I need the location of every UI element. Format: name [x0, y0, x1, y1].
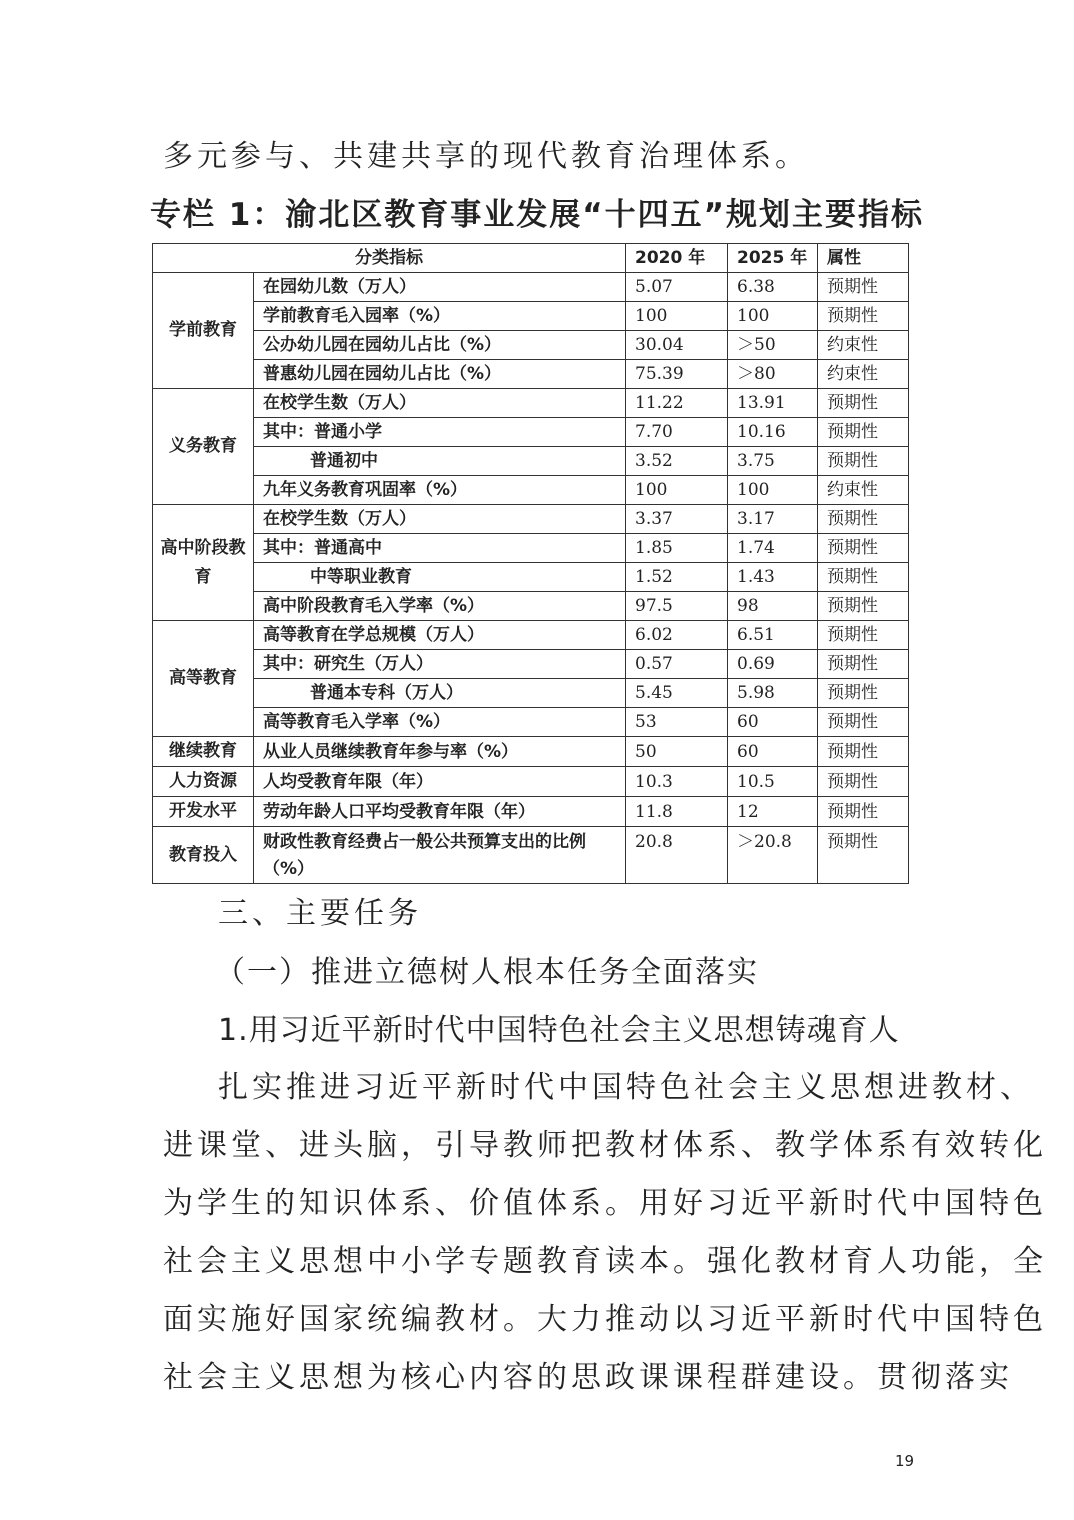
attribute-cell: 预期性 [818, 563, 909, 592]
value-2025-cell: ＞50 [728, 331, 818, 360]
table-row [153, 621, 909, 650]
body-line: 面实施好国家统编教材。大力推动以习近平新时代中国特色 [163, 1302, 1047, 1337]
attribute-cell: 预期性 [818, 827, 909, 884]
indicator-cell: 高等教育毛入学率（%） [254, 708, 626, 737]
attribute-cell: 预期性 [818, 273, 909, 302]
value-2025-cell: 3.75 [728, 447, 818, 476]
table-row [153, 447, 909, 476]
value-2025-cell: ＞80 [728, 360, 818, 389]
indicator-cell: 其中：普通小学 [254, 418, 626, 447]
value-2025-cell: 100 [728, 302, 818, 331]
table-row [153, 302, 909, 331]
value-2020-cell: 6.02 [626, 621, 728, 650]
body-line: 进课堂、进头脑，引导教师把教材体系、教学体系有效转化 [163, 1128, 1047, 1163]
value-2025-cell: 60 [728, 708, 818, 737]
attribute-cell: 约束性 [818, 331, 909, 360]
indicator-cell: 公办幼儿园在园幼儿占比（%） [254, 331, 626, 360]
indicator-cell: 财政性教育经费占一般公共预算支出的比例（%） [254, 827, 626, 884]
attribute-cell: 预期性 [818, 592, 909, 621]
attribute-cell: 预期性 [818, 650, 909, 679]
value-2020-cell: 3.37 [626, 505, 728, 534]
indicator-cell: 从业人员继续教育年参与率（%） [254, 737, 626, 767]
table-row [153, 708, 909, 737]
indicator-cell: 学前教育毛入园率（%） [254, 302, 626, 331]
attribute-cell: 预期性 [818, 737, 909, 767]
attribute-cell: 预期性 [818, 797, 909, 827]
category-cell-line2: 开发水平 [153, 797, 254, 827]
value-2020-cell: 3.52 [626, 447, 728, 476]
table-header-row [153, 244, 909, 273]
value-2020-cell: 1.85 [626, 534, 728, 563]
indicator-cell: 在园幼儿数（万人） [254, 273, 626, 302]
value-2020-cell: 97.5 [626, 592, 728, 621]
heading-subsection-1: 1.用习近平新时代中国特色社会主义思想铸魂育人 [218, 1013, 900, 1048]
category-cell: 高等教育 [153, 621, 254, 737]
attribute-cell: 约束性 [818, 360, 909, 389]
table-row [153, 360, 909, 389]
header-2025: 2025 年 [728, 244, 818, 273]
table-row [153, 331, 909, 360]
table-row [153, 767, 909, 797]
attribute-cell: 预期性 [818, 708, 909, 737]
indicator-cell: 其中：普通高中 [254, 534, 626, 563]
indicator-cell: 普通本专科（万人） [254, 679, 626, 708]
indicator-cell: 在校学生数（万人） [254, 389, 626, 418]
table-row [153, 737, 909, 767]
value-2020-cell: 0.57 [626, 650, 728, 679]
value-2025-cell: 10.16 [728, 418, 818, 447]
page-number: 19 [895, 1452, 915, 1470]
body-line: 社会主义思想中小学专题教育读本。强化教材育人功能，全 [163, 1244, 1047, 1279]
header-category: 分类指标 [153, 244, 626, 273]
value-2020-cell: 100 [626, 302, 728, 331]
value-2020-cell: 50 [626, 737, 728, 767]
value-2025-cell: 6.38 [728, 273, 818, 302]
value-2020-cell: 1.52 [626, 563, 728, 592]
body-line: 为学生的知识体系、价值体系。用好习近平新时代中国特色 [163, 1186, 1047, 1221]
indicator-cell: 普惠幼儿园在园幼儿占比（%） [254, 360, 626, 389]
intro-line: 多元参与、共建共享的现代教育治理体系。 [163, 139, 809, 174]
value-2020-cell: 11.22 [626, 389, 728, 418]
value-2020-cell: 7.70 [626, 418, 728, 447]
attribute-cell: 预期性 [818, 302, 909, 331]
indicator-cell: 劳动年龄人口平均受教育年限（年） [254, 797, 626, 827]
table-row [153, 476, 909, 505]
attribute-cell: 预期性 [818, 767, 909, 797]
category-cell: 学前教育 [153, 273, 254, 389]
value-2020-cell: 30.04 [626, 331, 728, 360]
header-attribute: 属性 [818, 244, 909, 273]
indicator-cell: 中等职业教育 [254, 563, 626, 592]
table-row [153, 534, 909, 563]
value-2020-cell: 11.8 [626, 797, 728, 827]
attribute-cell: 预期性 [818, 505, 909, 534]
value-2025-cell: 1.74 [728, 534, 818, 563]
attribute-cell: 预期性 [818, 389, 909, 418]
body-line: 社会主义思想为核心内容的思政课课程群建设。贯彻落实 [163, 1360, 1013, 1395]
indicator-cell: 九年义务教育巩固率（%） [254, 476, 626, 505]
value-2020-cell: 10.3 [626, 767, 728, 797]
value-2025-cell: 10.5 [728, 767, 818, 797]
header-2020: 2020 年 [626, 244, 728, 273]
indicator-cell: 其中：研究生（万人） [254, 650, 626, 679]
value-2025-cell: 6.51 [728, 621, 818, 650]
attribute-cell: 预期性 [818, 534, 909, 563]
value-2025-cell: 0.69 [728, 650, 818, 679]
heading-section-1: （一）推进立德树人根本任务全面落实 [215, 955, 759, 990]
heading-main-tasks: 三、主要任务 [218, 896, 422, 931]
value-2025-cell: 3.17 [728, 505, 818, 534]
indicator-cell: 人均受教育年限（年） [254, 767, 626, 797]
table-row [153, 679, 909, 708]
table-row [153, 505, 909, 534]
category-cell-line1: 人力资源 [153, 767, 254, 797]
value-2020-cell: 75.39 [626, 360, 728, 389]
indicator-cell: 在校学生数（万人） [254, 505, 626, 534]
value-2025-cell: 5.98 [728, 679, 818, 708]
category-cell: 义务教育 [153, 389, 254, 505]
table-row [153, 797, 909, 827]
value-2025-cell: 100 [728, 476, 818, 505]
table-row [153, 592, 909, 621]
table-row [153, 563, 909, 592]
category-cell: 继续教育 [153, 737, 254, 767]
attribute-cell: 约束性 [818, 476, 909, 505]
table-row [153, 418, 909, 447]
value-2025-cell: ＞20.8 [728, 827, 818, 884]
value-2025-cell: 60 [728, 737, 818, 767]
value-2025-cell: 12 [728, 797, 818, 827]
value-2020-cell: 5.45 [626, 679, 728, 708]
value-2020-cell: 100 [626, 476, 728, 505]
attribute-cell: 预期性 [818, 418, 909, 447]
table-row [153, 273, 909, 302]
indicator-cell: 普通初中 [254, 447, 626, 476]
value-2025-cell: 1.43 [728, 563, 818, 592]
table-title: 专栏 1：渝北区教育事业发展“十四五”规划主要指标 [149, 197, 925, 233]
value-2025-cell: 98 [728, 592, 818, 621]
table-row [153, 827, 909, 884]
indicators-table [152, 243, 909, 884]
body-line: 扎实推进习近平新时代中国特色社会主义思想进教材、 [218, 1070, 1034, 1105]
category-cell: 高中阶段教育 [153, 505, 254, 621]
value-2020-cell: 5.07 [626, 273, 728, 302]
indicator-cell: 高等教育在学总规模（万人） [254, 621, 626, 650]
attribute-cell: 预期性 [818, 447, 909, 476]
table-row [153, 650, 909, 679]
attribute-cell: 预期性 [818, 621, 909, 650]
attribute-cell: 预期性 [818, 679, 909, 708]
category-cell: 教育投入 [153, 827, 254, 884]
value-2025-cell: 13.91 [728, 389, 818, 418]
value-2020-cell: 53 [626, 708, 728, 737]
indicator-cell: 高中阶段教育毛入学率（%） [254, 592, 626, 621]
table-row [153, 389, 909, 418]
value-2020-cell: 20.8 [626, 827, 728, 884]
